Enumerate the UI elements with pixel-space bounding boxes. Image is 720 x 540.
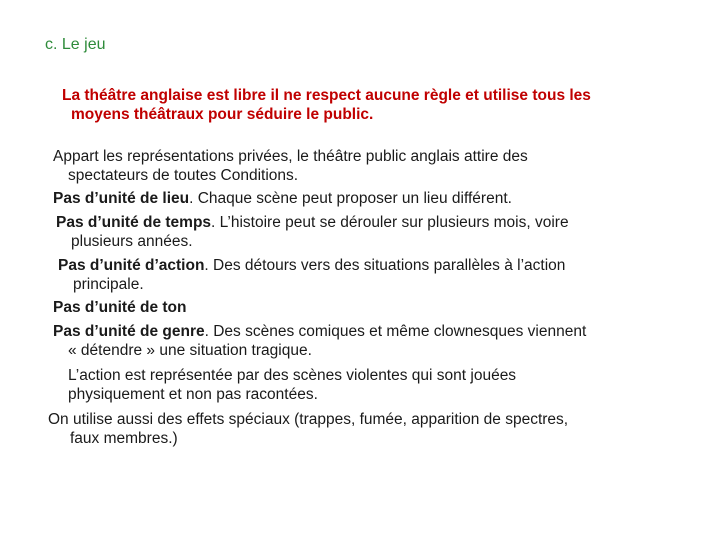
paragraph-violence — [53, 366, 672, 404]
section-heading: c. Le jeu — [45, 36, 106, 53]
paragraph-action — [58, 256, 672, 294]
paragraph-effets — [48, 410, 672, 448]
paragraph-action-bold: Pas d’unité d’action — [58, 257, 205, 274]
paragraph-effets-line-2: faux membres.) — [70, 430, 178, 447]
intro-line-2: moyens théâtraux pour séduire le public. — [71, 106, 374, 123]
paragraph-lieu — [53, 189, 673, 208]
paragraph-violence-line-2: physiquement et non pas racontées. — [68, 386, 318, 403]
paragraph-temps-line-2: plusieurs années. — [71, 233, 193, 250]
paragraph-action-text: . Des détours vers des situations parallèles à l’action — [204, 257, 566, 274]
paragraph-genre — [53, 322, 672, 360]
paragraph-temps-bold: Pas d’unité de temps — [56, 214, 212, 231]
paragraph-ton-bold: Pas d’unité de ton — [53, 299, 187, 316]
intro-paragraph — [62, 86, 674, 124]
paragraph-violence-line-1: L’action est représentée par des scènes violentes qui sont jouées — [68, 367, 517, 384]
intro-line-1: La théâtre anglaise est libre il ne respect aucune règle et utilise tous les — [62, 87, 591, 104]
paragraph-ton — [53, 298, 353, 317]
paragraph-genre-bold: Pas d’unité de genre — [53, 323, 205, 340]
paragraph-lieu-text: . Chaque scène peut proposer un lieu différent. — [189, 190, 512, 207]
paragraph-temps — [56, 213, 672, 251]
paragraph-effets-line-1: On utilise aussi des effets spéciaux (trappes, fumée, apparition de spectres, — [48, 411, 569, 428]
paragraph-public-line-1: Appart les représentations privées, le théâtre public anglais attire des — [53, 148, 528, 165]
paragraph-public-line-2: spectateurs de toutes Conditions. — [68, 167, 299, 184]
paragraph-genre-line-2: « détendre » une situation tragique. — [68, 342, 312, 359]
paragraph-public — [53, 147, 613, 185]
paragraph-temps-text: . L’histoire peut se dérouler sur plusieurs mois, voire — [211, 214, 569, 231]
paragraph-lieu-bold: Pas d’unité de lieu — [53, 190, 190, 207]
paragraph-action-line-2: principale. — [73, 276, 144, 293]
paragraph-genre-text: . Des scènes comiques et même clownesques viennent — [204, 323, 587, 340]
